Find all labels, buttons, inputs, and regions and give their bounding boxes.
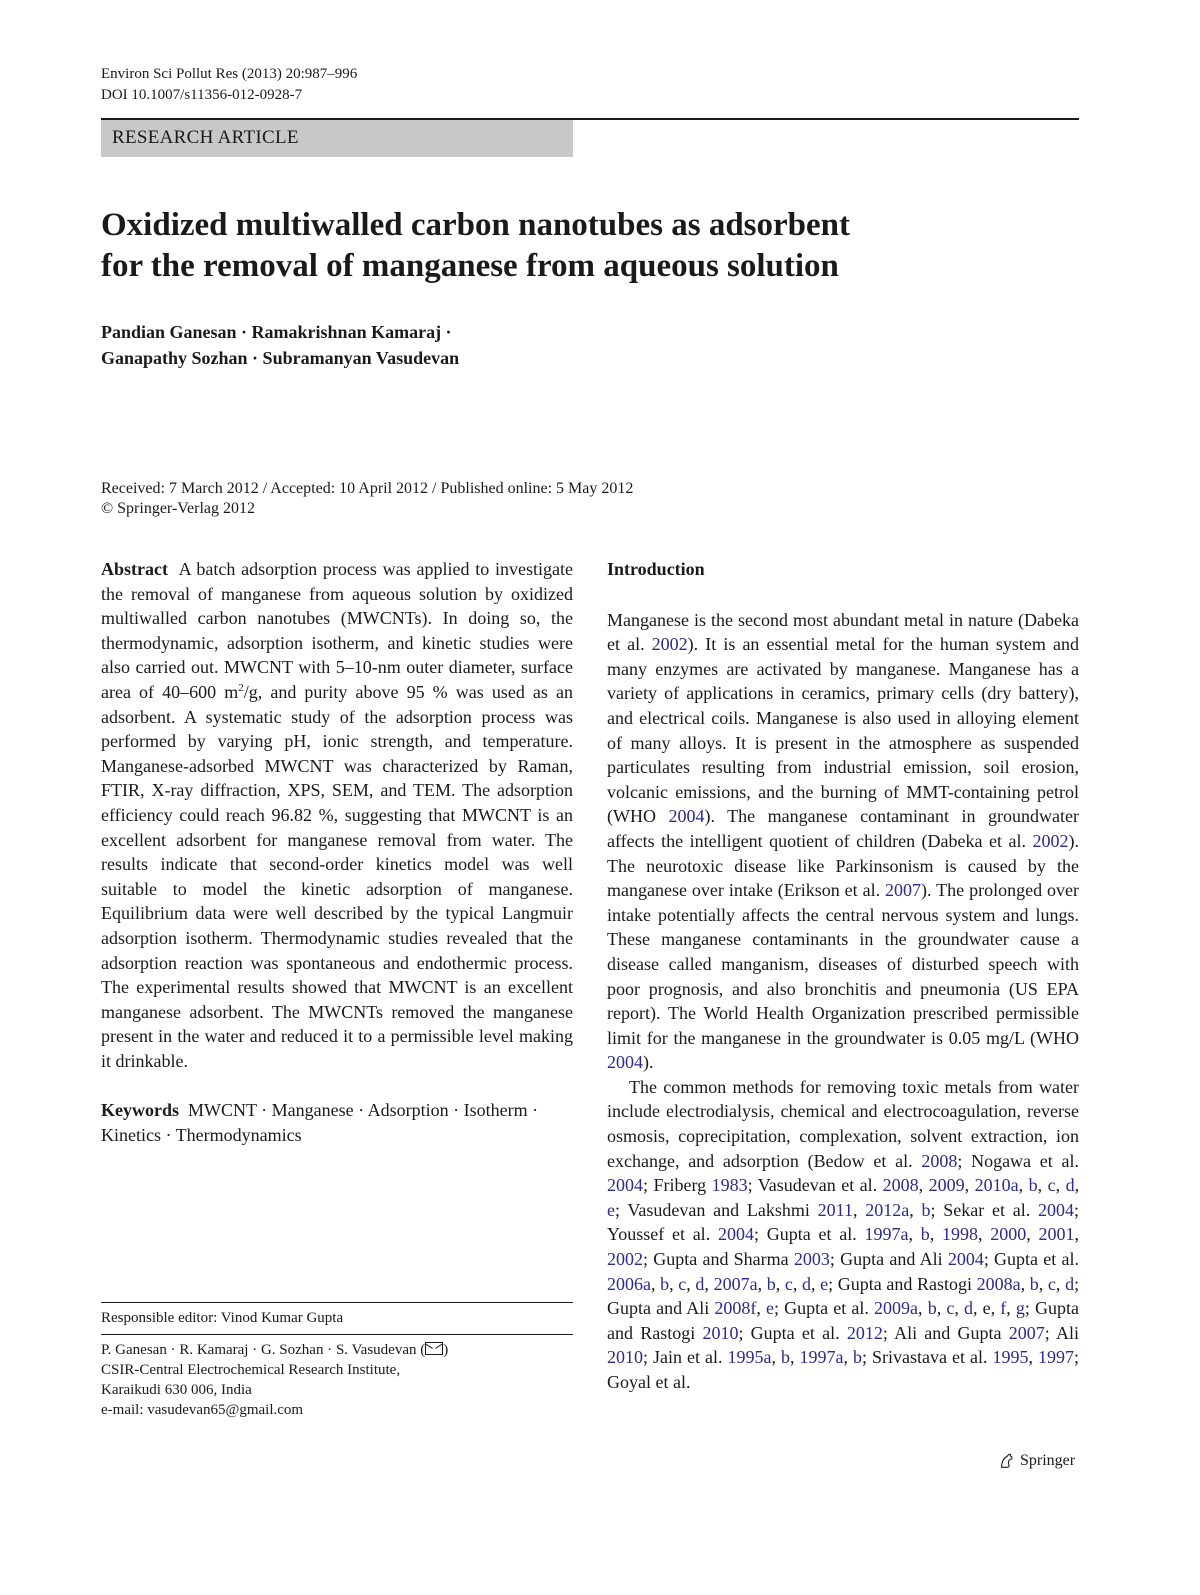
affiliation-institute: CSIR-Central Electrochemical Research Institute,	[101, 1362, 401, 1378]
copyright: © Springer-Verlag 2012	[101, 500, 256, 517]
citation-link[interactable]: 2004	[607, 1175, 643, 1196]
article-type-banner	[101, 120, 573, 157]
text-run: ; Gupta and Rastogi	[828, 1273, 977, 1294]
citation-link[interactable]: d	[801, 1273, 811, 1294]
intro-paragraph-2	[607, 1075, 1079, 1395]
authors-line-2: Ganapathy Sozhan · Subramanyan Vasudevan	[101, 348, 460, 368]
text-run: ,	[936, 1298, 947, 1319]
citation-link[interactable]: b	[1028, 1175, 1038, 1196]
article-type: RESEARCH ARTICLE	[112, 127, 299, 148]
citation-link[interactable]: g	[1015, 1298, 1025, 1319]
affiliation-authors: P. Ganesan · R. Kamaraj · G. Sozhan · S. Vasudevan ( )	[101, 1342, 449, 1358]
text-run: ; Gupta and Ali	[607, 1273, 1080, 1319]
abstract-heading: Abstract	[101, 559, 168, 579]
text-run: ,	[978, 1224, 991, 1245]
citation-link[interactable]: b	[781, 1347, 791, 1368]
citation-link[interactable]: 2009a	[874, 1298, 919, 1319]
text-run: ).	[643, 1052, 654, 1073]
affiliation-block	[101, 1340, 448, 1420]
text-run: ,	[1074, 1175, 1080, 1196]
citation-link[interactable]: 2007a	[713, 1273, 758, 1294]
citation-link[interactable]: 2008	[921, 1150, 958, 1171]
citation-link[interactable]: b	[920, 1224, 930, 1245]
citation-link[interactable]: c	[946, 1298, 955, 1319]
citation-link[interactable]: f	[1000, 1298, 1007, 1319]
journal-citation: Environ Sci Pollut Res (2013) 20:987–996	[101, 66, 358, 82]
text-run: ). The prolonged over intake potentially affects the central nervous system and lungs. These manganese contaminants in the groundwater cause a disease called manganism, diseases of disturbed speech with poor prognosis, and also bronchitis and pneumonia (US EPA report). The World Health Organization prescribed permissible limit for the manganese in the groundwater is 0.05 mg/L (WHO	[607, 880, 1079, 1048]
text-run: ; Sekar et al.	[930, 1199, 1039, 1220]
text-run: ,	[704, 1273, 714, 1294]
text-run: ,	[853, 1199, 866, 1220]
text-run: ,	[843, 1347, 854, 1368]
envelope-icon	[425, 1342, 443, 1355]
text-run: ,	[954, 1298, 964, 1319]
text-run: ,	[1028, 1347, 1039, 1368]
citation-link[interactable]: 1983	[711, 1175, 748, 1196]
citation-link[interactable]: 2002	[651, 634, 688, 655]
text-run: ,	[1037, 1175, 1048, 1196]
text-run: ; Gupta et al.	[738, 1322, 847, 1343]
doi: DOI 10.1007/s11356-012-0928-7	[101, 87, 303, 103]
text-run: ; Youssef et al.	[607, 1199, 1080, 1245]
text-run: ,	[771, 1347, 782, 1368]
text-run: ; Gupta and Sharma	[643, 1249, 794, 1270]
text-run: ,	[918, 1175, 929, 1196]
text-run: ,	[1055, 1273, 1066, 1294]
text-run: ). It is an essential metal for the human system and many enzymes are activated by manganese. Manganese has a variety of applications in ceramics, primary cells (dry battery), and electrical coils. Manganese is also used in alloying element of many alloys. It is present in the atmosphere as suspended particulates resulting from industrial emission, soil erosion, volcanic emissions, and the burning of MMT-containing petrol (WHO	[607, 634, 1080, 827]
text-run: ,	[669, 1273, 679, 1294]
abstract	[101, 557, 573, 1073]
text-run: ; Jain et al.	[643, 1347, 728, 1368]
citation-link[interactable]: 2009	[928, 1175, 965, 1196]
authors-line-1: Pandian Ganesan · Ramakrishnan Kamaraj ·	[101, 322, 452, 342]
text-run: ,	[1020, 1273, 1030, 1294]
text-run: ,	[1006, 1298, 1016, 1319]
citation-link[interactable]: e	[820, 1273, 829, 1294]
text-run: ; Friberg	[643, 1175, 712, 1196]
citation-link[interactable]: b	[921, 1199, 931, 1220]
citation-link[interactable]: 2004	[668, 806, 705, 827]
citation-link[interactable]: b	[766, 1273, 776, 1294]
text-run: ; Gupta et al.	[983, 1249, 1079, 1270]
text-run: ,	[1026, 1224, 1039, 1245]
text-run: ,	[929, 1224, 942, 1245]
citation-link[interactable]: 1998	[942, 1224, 978, 1245]
text-run: ; Ali	[1044, 1322, 1079, 1343]
citation-link[interactable]: 2010	[702, 1322, 739, 1343]
publisher-logo	[998, 1452, 1075, 1470]
citation-link[interactable]: c	[1047, 1175, 1056, 1196]
citation-link[interactable]: b	[927, 1298, 937, 1319]
citation-link[interactable]: 2006a	[607, 1273, 651, 1294]
text-run: ). The neurotoxic disease like Parkinsonism is caused by the manganese over intake (Erikson et al.	[607, 830, 1079, 901]
text-run: ,	[651, 1273, 661, 1294]
citation-link[interactable]: e	[607, 1199, 615, 1220]
citation-link[interactable]: 2001	[1038, 1224, 1075, 1245]
citation-link[interactable]: 2004	[717, 1224, 754, 1245]
citation-link[interactable]: b	[1029, 1273, 1039, 1294]
text-run: ; Ali and Gupta	[882, 1322, 1009, 1343]
text-run: ,	[792, 1273, 802, 1294]
text-run: ,	[810, 1273, 821, 1294]
citation-link[interactable]: 2010a	[974, 1175, 1019, 1196]
text-run: ,	[1055, 1175, 1066, 1196]
citation-link[interactable]: d	[695, 1273, 705, 1294]
citation-link[interactable]: 2008a	[976, 1273, 1021, 1294]
text-run: The common methods for removing toxic metals from water include electrodialysis, chemical and electrocoagulation, reverse osmosis, coprecipitation, complexation, solvent extraction, ion exchange, and adsorption (Bedow et al.	[607, 1076, 1079, 1171]
text-run: ,	[686, 1273, 696, 1294]
citation-link[interactable]: c	[1047, 1273, 1056, 1294]
citation-link[interactable]: d	[963, 1298, 973, 1319]
keywords	[101, 1098, 573, 1147]
text-run: ,	[757, 1273, 767, 1294]
text-run: ; Vasudevan and Lakshmi	[615, 1199, 818, 1220]
text-run: ; Goyal et al.	[607, 1347, 1080, 1392]
citation-link[interactable]: 2010	[607, 1347, 643, 1368]
citation-link[interactable]: 2002	[607, 1249, 643, 1270]
left-column	[101, 557, 573, 1148]
responsible-editor: Responsible editor: Vinod Kumar Gupta	[101, 1310, 344, 1326]
citation-link[interactable]: 2011	[817, 1199, 853, 1220]
citation-link[interactable]: 2008	[882, 1175, 919, 1196]
text-run: , e,	[972, 1298, 1001, 1319]
citation-link[interactable]: 2012	[846, 1322, 883, 1343]
citation-link[interactable]: 1995a	[727, 1347, 772, 1368]
citation-link[interactable]: 2004	[947, 1249, 984, 1270]
affiliation-email[interactable]: e-mail: vasudevan65@gmail.com	[101, 1402, 304, 1418]
citation-link[interactable]: 1995	[992, 1347, 1029, 1368]
keywords-text: MWCNT · Manganese · Adsorption · Isotherm · Kinetics · Thermodynamics	[101, 1100, 539, 1146]
citation-link[interactable]: 2004	[607, 1052, 643, 1073]
title-line-1: Oxidized multiwalled carbon nanotubes as adsorbent	[101, 207, 851, 243]
text-run: ; Srivastava et al.	[862, 1347, 993, 1368]
text-run: ,	[918, 1298, 928, 1319]
citation-link[interactable]: 2003	[793, 1249, 830, 1270]
affiliation-city: Karaikudi 630 006, India	[101, 1382, 252, 1398]
publisher-name: Springer	[1020, 1452, 1076, 1469]
citation-link[interactable]: 2002	[1032, 830, 1069, 851]
text-run: ; Gupta and Ali	[829, 1249, 948, 1270]
introduction-heading: Introduction	[607, 559, 705, 579]
text-run: ,	[790, 1347, 800, 1368]
citation-link[interactable]: 2008f	[714, 1298, 757, 1319]
citation-link[interactable]: 2007	[1008, 1322, 1045, 1343]
publication-dates	[101, 479, 633, 519]
citation-link[interactable]: 2007	[885, 880, 922, 901]
journal-header	[101, 64, 357, 106]
text-run: ,	[909, 1199, 922, 1220]
text-run: ; Gupta and Rastogi	[607, 1298, 1079, 1343]
text-run: Manganese is the second most abundant metal in nature (Dabeka et al.	[607, 609, 1079, 655]
text-run: ,	[964, 1175, 975, 1196]
citation-link[interactable]: 1997	[1038, 1347, 1075, 1368]
abstract-text-1: A batch adsorption process was applied to investigate the removal of manganese from aqueous solution by oxidized multiwalled carbon nanotubes (MWCNTs). In doing so, the thermodynamic, adsorption isotherm, and kinetic studies were also carried out. MWCNT with 5–10-nm outer diameter, surface area of 40–600 m	[101, 559, 573, 702]
citation-link[interactable]: b	[853, 1347, 863, 1368]
citation-link[interactable]: b	[660, 1273, 670, 1294]
text-run: ). The manganese contaminant in groundwater affects the intelligent quotient of children (Dabeka et al.	[607, 806, 1080, 851]
citation-link[interactable]: 1997a	[799, 1347, 844, 1368]
text-run: ,	[1038, 1273, 1048, 1294]
text-run: ; Gupta et al.	[774, 1298, 875, 1319]
citation-link[interactable]: d	[1065, 1175, 1075, 1196]
right-column	[607, 557, 1079, 1395]
dates-line: Received: 7 March 2012 / Accepted: 10 April 2012 / Published online: 5 May 2012	[101, 480, 634, 497]
text-run: ,	[1074, 1224, 1080, 1245]
citation-link[interactable]: d	[1065, 1273, 1075, 1294]
footer-rule-bottom	[101, 1334, 573, 1335]
citation-link[interactable]: 2000	[990, 1224, 1027, 1245]
text-run: ,	[908, 1224, 921, 1245]
citation-link[interactable]: c	[784, 1273, 793, 1294]
text-run: ,	[1018, 1175, 1029, 1196]
author-list	[101, 319, 801, 371]
citation-link[interactable]: 2004	[1038, 1199, 1075, 1220]
intro-paragraph-1	[607, 608, 1079, 1075]
abstract-text-2: /g, and purity above 95 % was used as an adsorbent. A systematic study of the adsorption process was performed by varying pH, ionic strength, and temperature. Manganese-adsorbed MWCNT was characterized by Raman, FTIR, X-ray diffraction, XPS, SEM, and TEM. The adsorption efficiency could reach 96.82 %, suggesting that MWCNT is an excellent adsorbent for manganese removal from water. The results indicate that second-order kinetics model was well suitable to model the kinetic adsorption of manganese. Equilibrium data were well described by the typical Langmuir adsorption isotherm. Thermodynamic studies revealed that the adsorption reaction was spontaneous and endothermic process. The experimental results showed that MWCNT is an excellent manganese adsorbent. The MWCNTs removed the manganese present in the water and reduced it to a permissible level making it drinkable.	[101, 681, 573, 1071]
citation-link[interactable]: 2012a	[865, 1199, 910, 1220]
citation-link[interactable]: e	[766, 1298, 775, 1319]
springer-horse-icon	[998, 1452, 1016, 1470]
text-run: ,	[756, 1298, 767, 1319]
text-run: ; Nogawa et al.	[957, 1150, 1079, 1171]
citation-link[interactable]: c	[678, 1273, 687, 1294]
title-line-2: for the removal of manganese from aqueous solution	[101, 248, 839, 284]
abstract-superscript: 2	[238, 681, 244, 694]
text-run: ,	[775, 1273, 785, 1294]
text-run: ; Gupta et al.	[753, 1224, 865, 1245]
text-run: ; Vasudevan et al.	[747, 1175, 883, 1196]
citation-link[interactable]: 1997a	[864, 1224, 909, 1245]
footer-rule-top	[101, 1302, 573, 1303]
keywords-heading: Keywords	[101, 1100, 179, 1121]
paper-title	[101, 205, 1001, 287]
